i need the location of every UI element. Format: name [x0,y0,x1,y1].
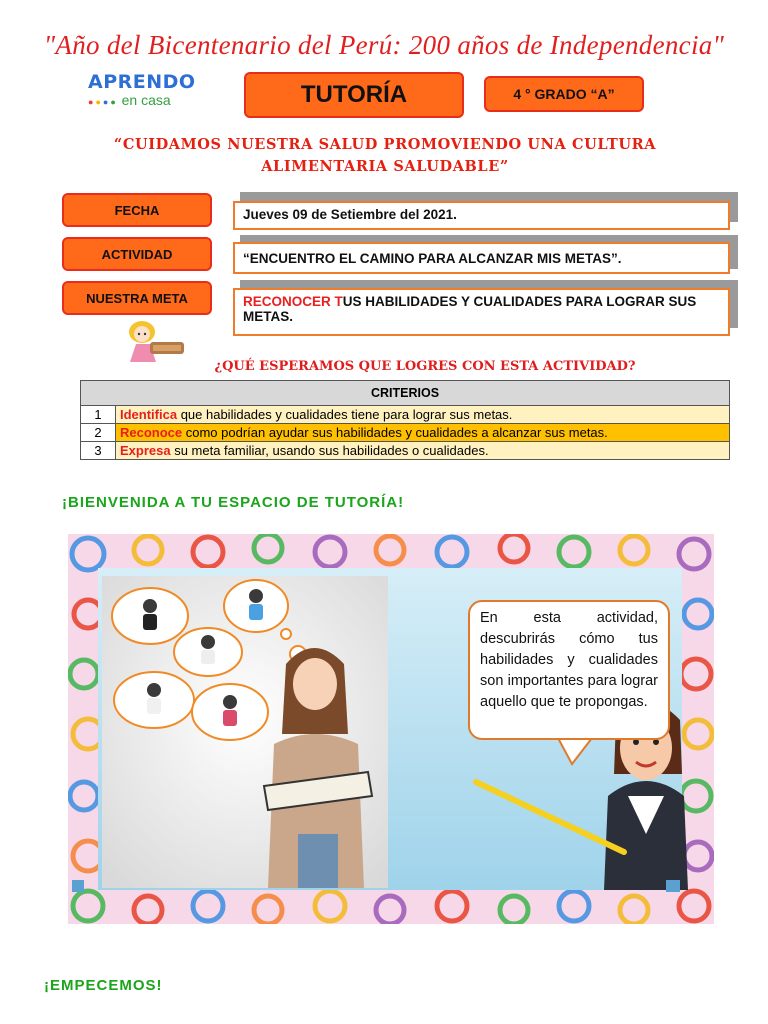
criterio-text [116,424,730,442]
table-row [81,442,730,460]
criterio-number: 3 [81,442,116,460]
criterio-number: 1 [81,406,116,424]
doll-illustration [120,318,186,362]
course-title: TUTORÍA [244,72,464,118]
fecha-label: FECHA [62,193,212,227]
actividad-value: “ENCUENTRO EL CAMINO PARA ALCANZAR MIS METAS”. [233,242,730,274]
criterio-verb: Reconoce [120,425,183,440]
grade-label: 4 ° GRADO “A” [484,76,644,112]
criterio-text [116,406,730,424]
criterio-text [116,442,730,460]
criterios-table [80,380,730,460]
meta-value [233,288,730,336]
table-row [81,406,730,424]
esperamos-heading: ¿QUÉ ESPERAMOS QUE LOGRES CON ESTA ACTIVIDAD? [214,359,636,374]
bienvenida-heading: ¡BIENVENIDA A TU ESPACIO DE TUTORÍA! [62,494,405,511]
criterio-number: 2 [81,424,116,442]
table-row [81,424,730,442]
criterios-header: CRITERIOS [81,381,730,406]
meta-label: NUESTRA META [62,281,212,315]
logo-sub-line [88,92,208,110]
empecemos-heading: ¡EMPECEMOS! [44,977,163,994]
criterio-desc: su meta familiar, usando sus habilidades o cualidades. [170,443,489,458]
logo-main-text: APRENDO [88,71,196,93]
criterio-desc: que habilidades y cualidades tiene para lograr sus metas. [177,407,513,422]
speech-bubble-text: En esta actividad, descubrirás cómo tus habilidades y cualidades son importantes para lograr aquello que te propongas. [468,600,670,740]
logo-sub-text: en casa [121,92,171,108]
meta-highlight: RECONOCER T [243,294,343,309]
aprendo-en-casa-logo [88,72,208,116]
criterio-desc: como podrían ayudar sus habilidades y cualidades a alcanzar sus metas. [182,425,608,440]
fecha-value: Jueves 09 de Setiembre del 2021. [233,201,730,230]
criterio-verb: Identifica [120,407,178,422]
criterio-verb: Expresa [120,443,171,458]
meta-rest: US HABILIDADES Y CUALIDADES PARA LOGRAR SUS METAS. [243,294,697,324]
logo-dots-icon: ●●●● [88,97,118,107]
actividad-label: ACTIVIDAD [62,237,212,271]
year-title: "Año del Bicentenario del Perú: 200 años de Independencia" [43,30,725,60]
criterios-header-row [81,381,730,406]
session-subtitle: “CUIDAMOS NUESTRA SALUD PROMOVIENDO UNA CULTURA ALIMENTARIA SALUDABLE” [113,136,657,175]
